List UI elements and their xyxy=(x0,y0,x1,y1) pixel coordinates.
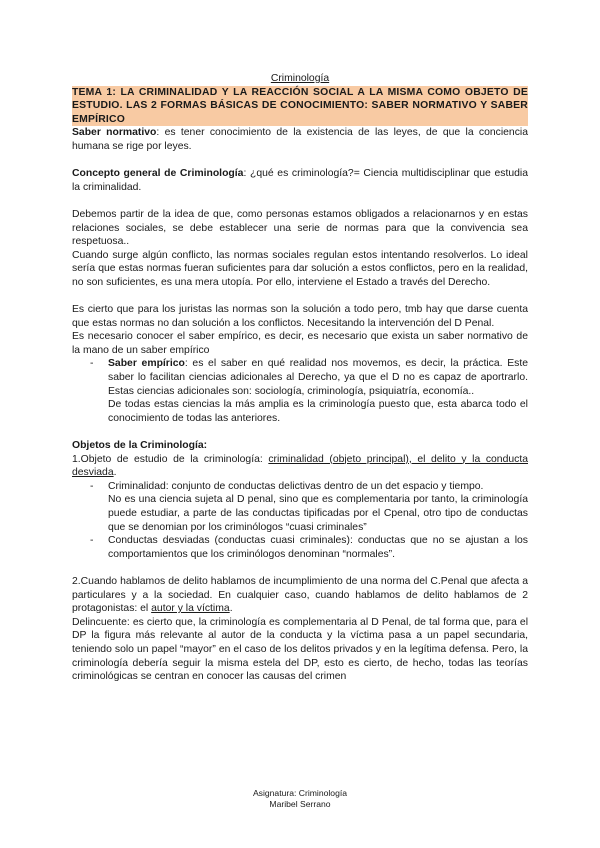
concepto-paragraph xyxy=(72,167,528,194)
saber-empirico-paragraph xyxy=(108,357,528,398)
conductas-desviadas-text: Conductas desviadas (conductas cuasi criminales): conductas que no se ajustan a los comportamientos que los criminólogos denominan “normales”. xyxy=(108,535,528,560)
dash-bullet: - xyxy=(90,480,94,492)
saber-normativo-term: Saber normativo xyxy=(72,127,157,139)
criminalidad-continuation: No es una ciencia sujeta al D penal, sino que es complementaria por tanto, la criminología puede estudiar, a parte de las conductas tipificadas por el Cpenal, otro tipo de conductas que se denomian por los criminólogos “cuasi criminales” xyxy=(108,494,528,533)
conductas-desviadas-item xyxy=(72,534,528,561)
objetos-item-1-prefix: 1.Objeto de estudio de la criminología: xyxy=(72,453,269,465)
criminalidad-text: Criminalidad: conjunto de conductas delictivas dentro de un det espacio y tiempo. xyxy=(108,480,484,492)
document-page xyxy=(72,72,528,684)
page-footer xyxy=(0,788,600,810)
dash-bullet: - xyxy=(90,358,94,370)
saber-normativo-text: : es tener conocimiento de la existencia de las leyes, de que la conciencia humana se rige por leyes. xyxy=(72,127,528,152)
document-title-line xyxy=(72,72,528,86)
dash-bullet: - xyxy=(90,535,94,547)
topic-heading: TEMA 1: LA CRIMINALIDAD Y LA REACCIÓN SOCIAL A LA MISMA COMO OBJETO DE ESTUDIO. LAS 2 FORMAS BÁSICAS DE CONOCIMIENTO: SABER NORMATIVO Y SABER EMPÍRICO xyxy=(72,86,528,125)
saber-empirico-term: Saber empírico xyxy=(108,358,185,370)
objetos-item-2-suffix: . xyxy=(229,603,233,615)
body-paragraph: Debemos partir de la idea de que, como personas estamos obligados a relacionarnos y en estas relaciones sociales, se debe establecer una serie de normas para que la convivencia sea respetuosa.. xyxy=(72,208,528,248)
objetos-item-2-underlined: autor y la víctima xyxy=(151,603,230,615)
delincuente-paragraph: Delincuente: es cierto que, la criminología es complementaria al D Penal, de tal forma que, para el DP la figura más relevante al autor de la conducta y la víctima pasa a un papel secundaria, teniendo solo un papel “mayor” en el caso de los delitos privados y en la legítima defensa. Pero, la criminología debería seguir la misma estela del DP, esto es cierto, de hecho, todas las teorías criminológicas se centran en conocer las causas del crimen xyxy=(72,616,528,683)
footer-author: Maribel Serrano xyxy=(269,799,331,809)
saber-empirico-continuation: De todas estas ciencias la más amplia es la criminología puesto que, esta abarca todo el conocimiento de todas las anteriores. xyxy=(108,399,528,424)
saber-empirico-text: : es el saber en qué realidad nos movemos, es decir, la práctica. Este saber lo facilitan ciencias adicionales al Derecho, ya que el D no es capaz de aportrarlo. Estas ciencias adicionales son: sociología, criminología, psiquiatría, economía.. xyxy=(108,358,528,397)
objetos-item-1-underlined: criminalidad (objeto principal), el delito y la conducta desviada xyxy=(72,453,528,479)
concepto-term: Concepto general de Criminología xyxy=(72,168,244,180)
objetos-item-2 xyxy=(72,575,528,616)
objetos-item-1 xyxy=(72,453,528,480)
saber-empirico-item xyxy=(72,357,528,425)
document-title: Criminología xyxy=(270,73,330,84)
body-paragraph: Es cierto que para los juristas las normas son la solución a todo pero, tmb hay que darse cuenta que estas normas no dan solución a los conflictos. Necesitando la intervención del D Penal. xyxy=(72,304,528,329)
concepto-text: : ¿qué es criminología?= Ciencia multidisciplinar que estudia la criminalidad. xyxy=(72,168,528,193)
saber-normativo-paragraph xyxy=(72,126,528,153)
objetos-item-1-suffix: . xyxy=(113,467,117,479)
body-paragraph: Cuando surge algún conflicto, las normas sociales regulan estos intentando resolverlos. Lo ideal sería que estas normas fueran suficientes para dar solución a estos conflictos, pero en la realidad, no son suficientes, es una mera utopía. Por ello, interviene el Estado a través del Derecho. xyxy=(72,249,528,288)
body-paragraph: Es necesario conocer el saber empírico, es decir, es necesario que exista un saber normativo de la mano de un saber empírico xyxy=(72,331,528,356)
objetos-heading-line xyxy=(72,439,528,453)
objetos-item-2-prefix: 2.Cuando hablamos de delito hablamos de incumplimiento de una norma del C.Penal que afecta a particulares y a la sociedad. En cualquier caso, cuando hablamos de delito hablamos de 2 protagonistas: el xyxy=(72,575,528,615)
footer-subject: Asignatura: Criminología xyxy=(252,788,348,798)
criminalidad-item xyxy=(72,480,528,534)
objetos-heading: Objetos de la Criminología: xyxy=(72,440,208,452)
